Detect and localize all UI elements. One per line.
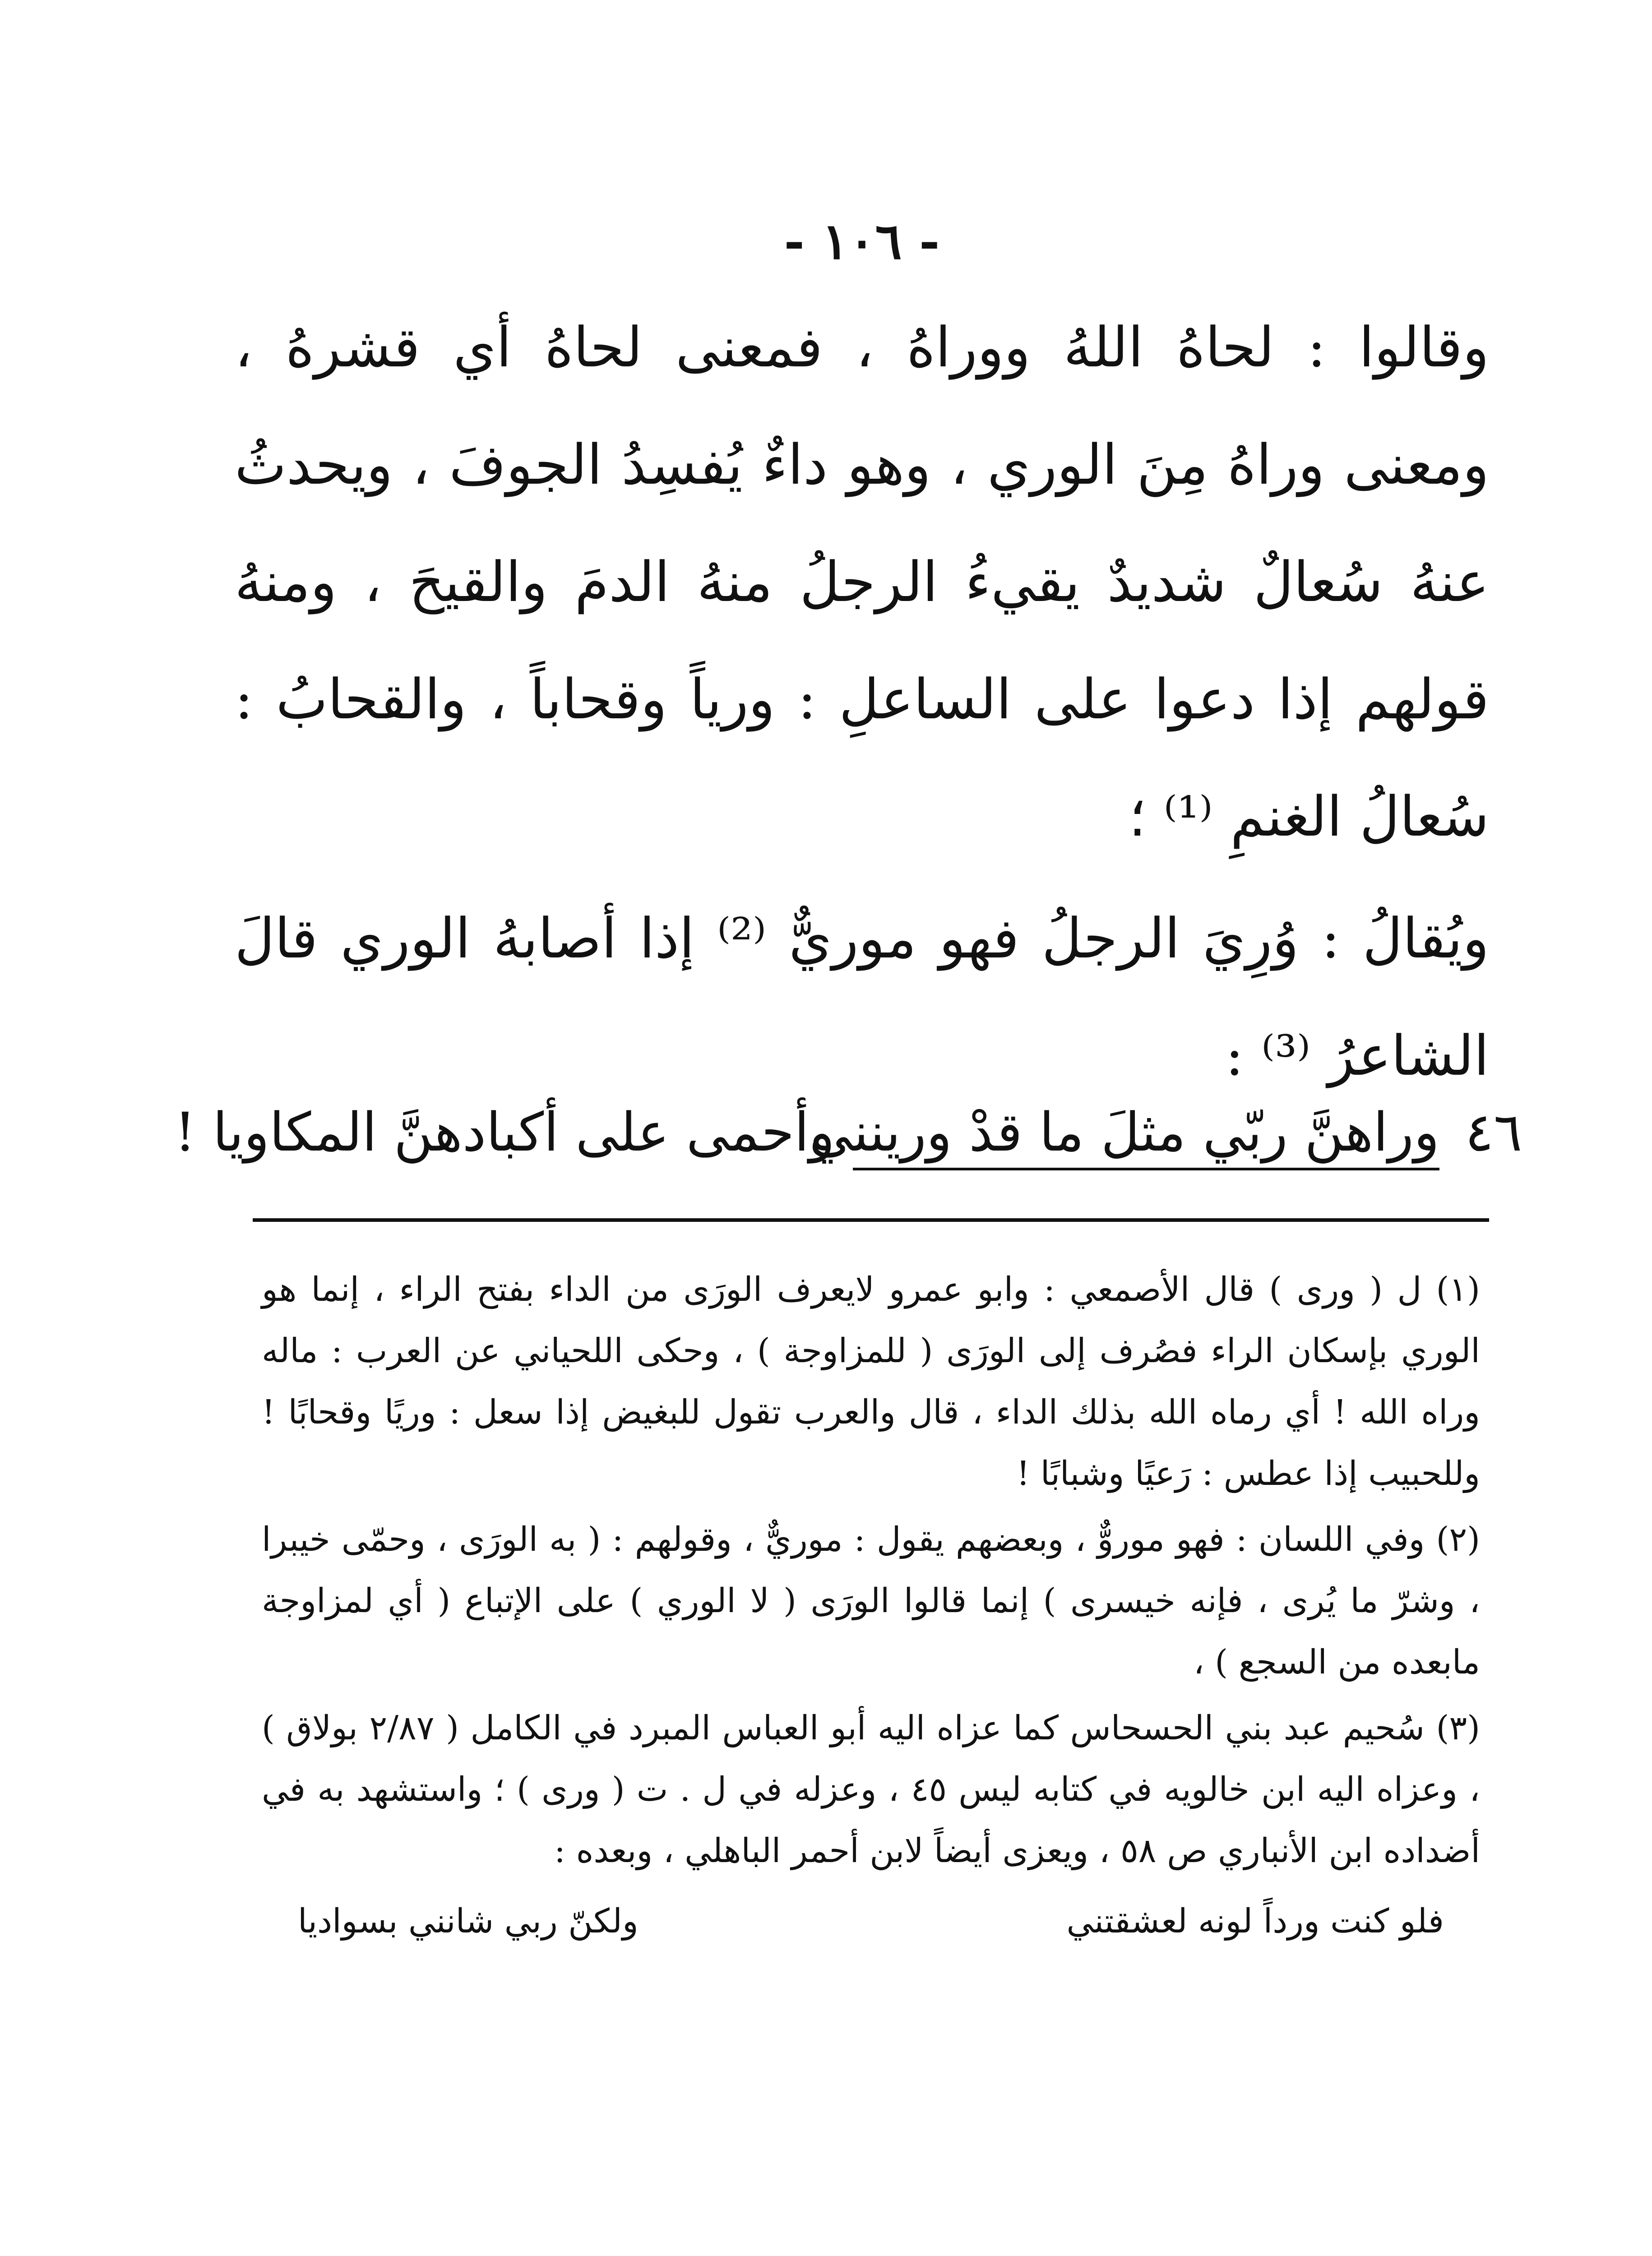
verse-number: ٤٦ [1465, 1101, 1522, 1163]
main-paragraph-2: ويُقالُ : وُرِيَ الرجلُ فهو موريٌّ ⁽²⁾ إذا أصابهُ الوري قالَ الشاعرُ ⁽³⁾ : [235, 906, 1489, 1088]
footnote-verse-first-hemistich: فلو كنت ورداً لونه لعشقتني [1066, 1902, 1444, 1941]
main-text [235, 289, 1489, 1114]
verse-second-hemistich: وأحمى على أكبادهنَّ المكاويا ! [174, 1101, 835, 1163]
verse-line [174, 1092, 1534, 1200]
footnote-separator [253, 1218, 1489, 1222]
footnote-3: (٣) سُحيم عبد بني الحسحاس كما عزاه اليه أبو العباس المبرد في الكامل ( ٢/٨٧ بولاق ) ، وعزاه اليه ابن خالويه في كتابه ليس ٤٥ ، وعزله في ل . ت ( ورى ) ؛ واستشهد به في أضداده ابن الأنباري ص ٥٨ ، ويعزى أيضاً لابن أحمر الباهلي ، وبعده : [262, 1709, 1480, 1870]
main-paragraph-1: وقالوا : لحاهُ اللهُ ووراهُ ، فمعنى لحاهُ أي قشرهُ ، ومعنى وراهُ مِنَ الوري ، وهو داءٌ يُفسِدُ الجوفَ ، ويحدثُ عنهُ سُعالٌ شديدٌ يقيءُ الرجلُ منهُ الدمَ والقيحَ ، ومنهُ قولهم إذا دعوا على الساعلِ : ورياً وقحاباً ، والقحابُ : سُعالُ الغنمِ ⁽¹⁾ ؛ [235, 315, 1489, 849]
footnote-verse [262, 1891, 1480, 1952]
footnote-verse-second-hemistich: ولكنّ ربي شانني بسواديا [298, 1902, 639, 1941]
footnote-2: (٢) وفي اللسان : فهو موروٌّ ، وبعضهم يقول : موريٌّ ، وقولهم : ( به الورَى ، وحمّى خيبرا ، وشرّ ما يُرى ، فإنه خيسرى ) إنما قالوا الورَى ( لا الوري ) على الإتباع ( أي لمزاوجة مابعده من السجع ) ، [262, 1520, 1480, 1682]
verse-first-hemistich: وراهنَّ ربّي مثلَ ما قدْ ورينني [853, 1101, 1439, 1170]
page-number: - ١٠٦ - [784, 212, 940, 270]
footnotes [262, 1259, 1480, 1952]
footnote-1: (١) ل ( ورى ) قال الأصمعي : وابو عمرو لايعرف الورَى من الداء بفتح الراء ، إنما هو الوري بإسكان الراء فصُرف إلى الورَى ( للمزاوجة ) ، وحكى اللحياني عن العرب : ماله وراه الله ! أي رماه الله بذلك الداء ، قال والعرب تقول للبغيض إذا سعل : وريًا وقحابًا ! وللحبيب إذا عطس : رَعيًا وشبابًا ! [262, 1270, 1480, 1493]
